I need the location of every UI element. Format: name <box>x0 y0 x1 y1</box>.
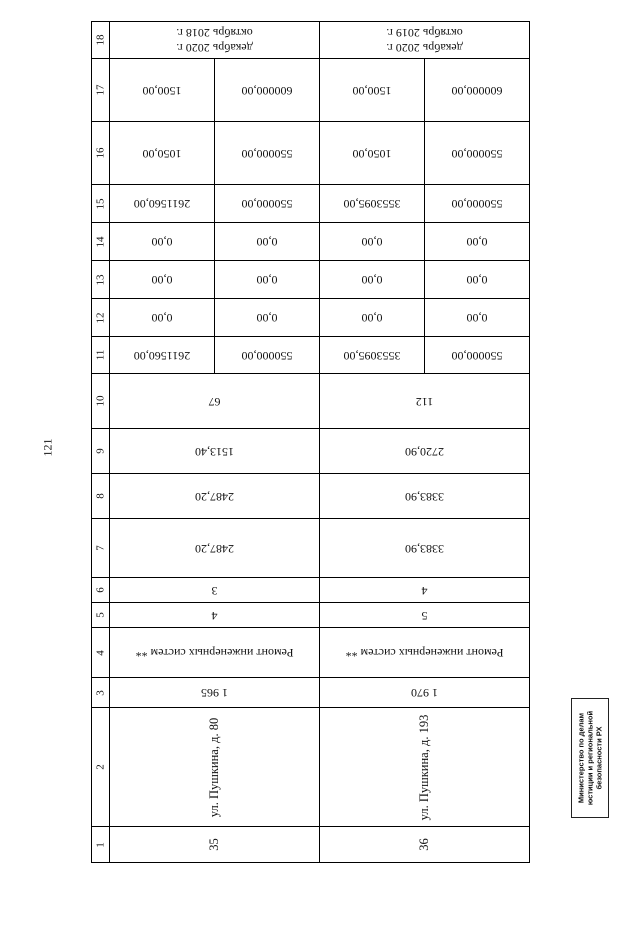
table-row <box>92 429 530 474</box>
table-row <box>92 185 530 223</box>
value-cell: 600000,00 <box>425 59 530 122</box>
value-cell: 0,00 <box>320 299 425 337</box>
index-cell: 35 <box>110 827 320 863</box>
value-cell: 1500,00 <box>110 59 215 122</box>
value-cell: 67 <box>110 374 320 429</box>
table-row <box>92 299 530 337</box>
value-cell: 112 <box>320 374 530 429</box>
col-number: 1 <box>92 827 110 863</box>
address-cell: ул. Пушкина, д. 193 <box>320 708 530 827</box>
value-cell: 2487,20 <box>110 474 320 519</box>
value-cell: 0,00 <box>425 299 530 337</box>
value-cell: 550000,00 <box>425 185 530 223</box>
col-number: 14 <box>92 223 110 261</box>
value-cell: 3553095,00 <box>320 185 425 223</box>
col-number: 6 <box>92 578 110 603</box>
stamp-line: Министерство по делам <box>576 712 586 804</box>
value-cell: 550000,00 <box>425 337 530 374</box>
value-cell: 1500,00 <box>320 59 425 122</box>
col-number: 12 <box>92 299 110 337</box>
period-cell: октябрь 2019 г. декабрь 2020 г. <box>320 22 530 59</box>
value-cell: 2611560,00 <box>110 337 215 374</box>
table-row <box>92 474 530 519</box>
value-cell: 3 <box>110 578 320 603</box>
value-cell: 3553095,00 <box>320 337 425 374</box>
value-cell: 0,00 <box>110 299 215 337</box>
value-cell: 5 <box>320 603 530 628</box>
col-number: 15 <box>92 185 110 223</box>
value-cell: 600000,00 <box>215 59 320 122</box>
value-cell: 1513,40 <box>110 429 320 474</box>
table-row <box>92 22 530 59</box>
col-number: 11 <box>92 337 110 374</box>
value-cell: 0,00 <box>215 299 320 337</box>
col-number: 7 <box>92 519 110 578</box>
table-row <box>92 59 530 122</box>
col-number: 5 <box>92 603 110 628</box>
table-row <box>92 678 530 708</box>
value-cell: 2487,20 <box>110 519 320 578</box>
year-cell: 1 965 <box>110 678 320 708</box>
index-cell: 36 <box>320 827 530 863</box>
col-number: 16 <box>92 122 110 185</box>
value-cell: 0,00 <box>320 223 425 261</box>
table-row <box>92 708 530 827</box>
value-cell: 0,00 <box>215 261 320 299</box>
col-number: 18 <box>92 22 110 59</box>
table-row <box>92 519 530 578</box>
value-cell: 3383,90 <box>320 474 530 519</box>
work-type-cell: Ремонт инженерных систем ** <box>110 628 320 678</box>
value-cell: 2611560,00 <box>110 185 215 223</box>
period-cell: октябрь 2018 г. декабрь 2020 г. <box>110 22 320 59</box>
address-cell: ул. Пушкина, д. 80 <box>110 708 320 827</box>
value-cell: 0,00 <box>320 261 425 299</box>
table-row <box>92 261 530 299</box>
work-type-cell: Ремонт инженерных систем ** <box>320 628 530 678</box>
col-number: 10 <box>92 374 110 429</box>
value-cell: 1050,00 <box>320 122 425 185</box>
table-row <box>92 827 530 863</box>
value-cell: 1050,00 <box>110 122 215 185</box>
table-row <box>92 578 530 603</box>
table-row <box>92 122 530 185</box>
value-cell: 550000,00 <box>215 337 320 374</box>
year-cell: 1 970 <box>320 678 530 708</box>
ministry-stamp <box>571 698 609 818</box>
value-cell: 0,00 <box>110 223 215 261</box>
value-cell: 550000,00 <box>425 122 530 185</box>
col-number: 9 <box>92 429 110 474</box>
table-row <box>92 223 530 261</box>
value-cell: 0,00 <box>425 261 530 299</box>
value-cell: 4 <box>110 603 320 628</box>
value-cell: 2720,90 <box>320 429 530 474</box>
value-cell: 550000,00 <box>215 185 320 223</box>
col-number: 2 <box>92 708 110 827</box>
col-number: 4 <box>92 628 110 678</box>
value-cell: 4 <box>320 578 530 603</box>
value-cell: 3383,90 <box>320 519 530 578</box>
value-cell: 0,00 <box>425 223 530 261</box>
table-row <box>92 337 530 374</box>
stamp-line: безопасности РХ <box>594 726 604 790</box>
data-table <box>91 21 530 863</box>
col-number: 3 <box>92 678 110 708</box>
page-number: 121 <box>40 438 55 457</box>
col-number: 8 <box>92 474 110 519</box>
table-row <box>92 628 530 678</box>
stamp-line: юстиции и региональной <box>585 710 595 806</box>
table-row <box>92 374 530 429</box>
col-number: 17 <box>92 59 110 122</box>
value-cell: 0,00 <box>215 223 320 261</box>
value-cell: 0,00 <box>110 261 215 299</box>
value-cell: 550000,00 <box>215 122 320 185</box>
col-number: 13 <box>92 261 110 299</box>
table-row <box>92 603 530 628</box>
